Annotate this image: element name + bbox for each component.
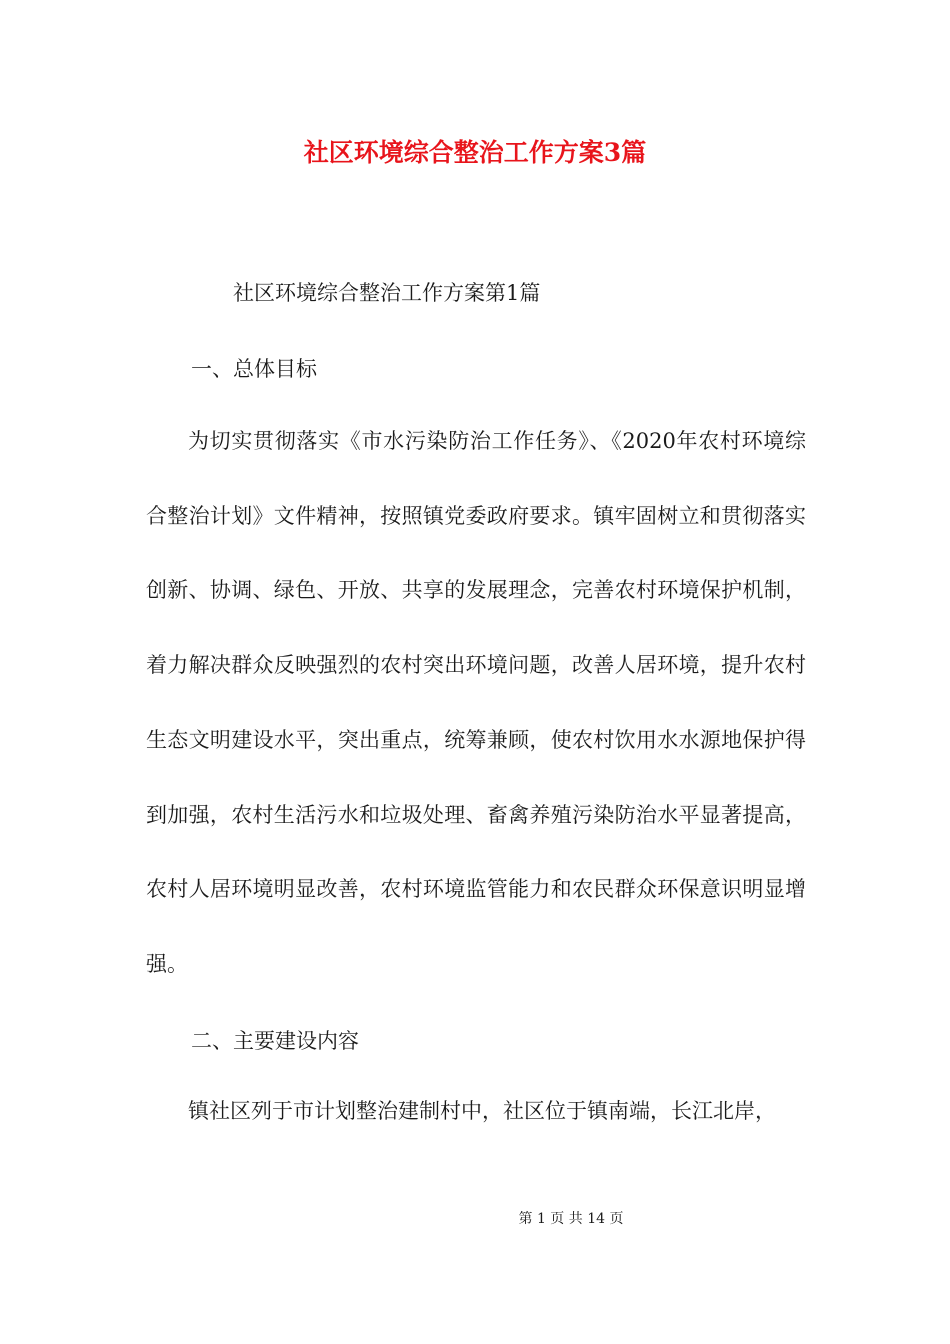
- document-subtitle: 社区环境综合整治工作方案第1篇: [233, 281, 541, 305]
- section-1-heading: 一、总体目标: [191, 357, 317, 381]
- document-title: 社区环境综合整治工作方案3篇: [303, 138, 647, 167]
- section-1-paragraph: 为切实贯彻落实《市水污染防治工作任务》、《2020年农村环境综合整治计划》文件精神，按照镇党委政府要求。镇牢固树立和贯彻落实创新、协调、绿色、开放、共享的发展理念，完善农村环境保护机制，着力解决群众反映强烈的农村突出环境问题，改善人居环境，提升农村生态文明建设水平，突出重点，统筹兼顾，使农村饮用水水源地保护得到加强，农村生活污水和垃圾处理、畜禽养殖污染防治水平显著提高，农村人居环境明显改善，农村环境监管能力和农民群众环保意识明显增强。: [146, 429, 806, 976]
- section-2-paragraph: 镇社区列于市计划整治建制村中，社区位于镇南端，长江北岸，: [188, 1099, 776, 1123]
- page-number-footer: 第 1 页 共 14 页: [518, 1211, 624, 1227]
- section-2-heading: 二、主要建设内容: [191, 1029, 359, 1053]
